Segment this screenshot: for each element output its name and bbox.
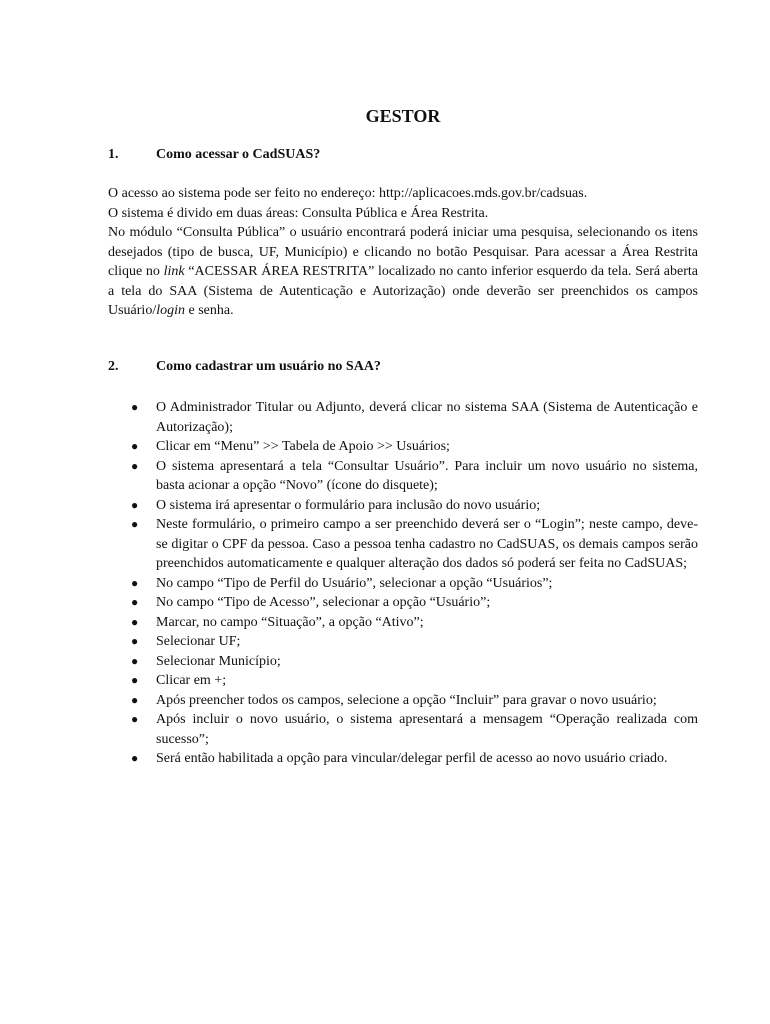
bullet-icon: ● bbox=[131, 673, 139, 687]
list-item bbox=[108, 398, 698, 437]
list-item bbox=[108, 671, 698, 691]
bullet-icon: ● bbox=[131, 400, 139, 414]
bullet-icon: ● bbox=[131, 439, 139, 453]
para3-text-before-link: No módulo “Consulta Pública” o usuário encontrará poderá iniciar uma pesquisa, selecionando os itens desejados (tipo de busca, UF, Município) e clicando no botão Pesquisar. Para acessar a Área Restrita clique no bbox=[108, 225, 698, 279]
bullet-icon: ● bbox=[131, 575, 139, 590]
para3-text-end: e senha. bbox=[185, 303, 234, 318]
section-2-number: 2. bbox=[108, 359, 119, 374]
list-item-text: Após preencher todos os campos, selecione a opção “Incluir” para gravar o novo usuário; bbox=[156, 692, 657, 708]
bullet-icon: ● bbox=[131, 751, 139, 765]
list-item bbox=[108, 652, 698, 672]
list-item-text: Clicar em “Menu” >> Tabela de Apoio >> Usuários; bbox=[156, 439, 450, 454]
list-item bbox=[108, 457, 698, 496]
bullet-icon: ● bbox=[131, 517, 139, 531]
para3-text-middle: “ACESSAR ÁREA RESTRITA” localizado no canto inferior esquerdo da tela. Será aberta a tela do SAA (Sistema de Autenticação e Autorização) onde deverão ser preenchidos os campos Usuário/ bbox=[108, 264, 698, 318]
bullet-icon: ● bbox=[131, 634, 139, 648]
section-1-paragraph-3 bbox=[108, 223, 698, 321]
page-title: GESTOR bbox=[365, 106, 441, 126]
list-item-text: Selecionar UF; bbox=[156, 634, 241, 649]
bullet-icon: ● bbox=[131, 595, 139, 609]
list-item-text: No campo “Tipo de Acesso”, selecionar a opção “Usuário”; bbox=[156, 595, 491, 610]
list-item-text: Marcar, no campo “Situação”, a opção “Ativo”; bbox=[156, 614, 424, 630]
bullet-icon: ● bbox=[131, 614, 139, 629]
section-2-heading-text: Como cadastrar um usuário no SAA? bbox=[156, 359, 381, 374]
list-item bbox=[108, 593, 698, 613]
list-item bbox=[108, 613, 698, 633]
list-item-text: Neste formulário, o primeiro campo a ser preenchido deverá ser o “Login”; neste campo, deve-se digitar o CPF da pessoa. Caso a pessoa tenha cadastro no CadSUAS, os demais campos serão preenchidos automaticamente e qualquer alteração dos dados só poderá ser feita no CadSUAS; bbox=[156, 517, 698, 571]
section-1-body bbox=[108, 184, 698, 321]
list-item bbox=[108, 749, 698, 769]
section-1-heading bbox=[108, 146, 698, 164]
list-item-text: No campo “Tipo de Perfil do Usuário”, selecionar a opção “Usuários”; bbox=[156, 575, 553, 591]
list-item-text: Será então habilitada a opção para vincular/delegar perfil de acesso ao novo usuário criado. bbox=[156, 751, 668, 766]
para3-link-word: link bbox=[163, 264, 185, 279]
bullet-icon: ● bbox=[131, 653, 139, 668]
list-item bbox=[108, 632, 698, 652]
list-item bbox=[108, 691, 698, 711]
list-item bbox=[108, 496, 698, 516]
bullet-icon: ● bbox=[131, 712, 139, 726]
section-1-number: 1. bbox=[108, 147, 119, 162]
section-1-paragraph-2: O sistema é divido em duas áreas: Consulta Pública e Área Restrita. bbox=[108, 205, 489, 221]
list-item-text: Após incluir o novo usuário, o sistema apresentará a mensagem “Operação realizada com sucesso”; bbox=[156, 712, 698, 747]
list-item-text: O sistema apresentará a tela “Consultar Usuário”. Para incluir um novo usuário no sistema, basta acionar a opção “Novo” (ícone do disquete); bbox=[156, 458, 698, 493]
bullet-icon: ● bbox=[131, 497, 139, 512]
section-2-list bbox=[108, 398, 698, 769]
section-2-heading bbox=[108, 358, 698, 376]
section-1-heading-text: Como acessar o CadSUAS? bbox=[156, 147, 321, 162]
list-item-text: Clicar em +; bbox=[156, 673, 227, 688]
bullet-icon: ● bbox=[131, 458, 139, 473]
list-item-text: O sistema irá apresentar o formulário para inclusão do novo usuário; bbox=[156, 497, 541, 513]
list-item bbox=[108, 437, 698, 457]
list-item-text: O Administrador Titular ou Adjunto, deverá clicar no sistema SAA (Sistema de Autenticação e Autorização); bbox=[156, 400, 698, 435]
list-item bbox=[108, 515, 698, 574]
list-item-text: Selecionar Município; bbox=[156, 653, 281, 669]
section-1-paragraph-1: O acesso ao sistema pode ser feito no endereço: http://aplicacoes.mds.gov.br/cadsuas. bbox=[108, 186, 588, 201]
list-item bbox=[108, 710, 698, 749]
bullet-icon: ● bbox=[131, 692, 139, 707]
para3-login-word: login bbox=[156, 303, 185, 318]
list-item bbox=[108, 574, 698, 594]
